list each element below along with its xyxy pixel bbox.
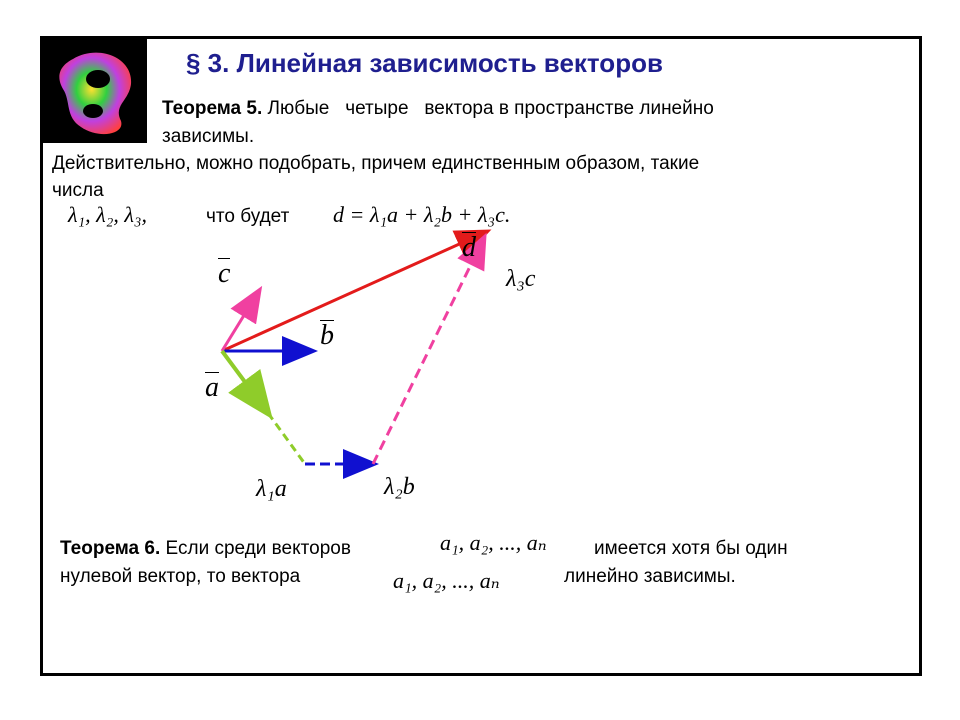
theorem6-text4: линейно зависимы. — [564, 566, 736, 587]
intro-line2: числа — [52, 180, 104, 201]
theorem6-text1: Если среди векторов — [165, 538, 351, 559]
label-c: c — [218, 258, 231, 289]
theorem5-text: Любые четыре вектора в пространстве линейно — [267, 98, 714, 119]
page-title: § 3. Линейная зависимость векторов — [186, 48, 663, 78]
intro-line1: Действительно, можно подобрать, причем единственным образом, такие — [52, 153, 700, 174]
vector-lambda3-c — [373, 238, 484, 464]
label-b: b — [320, 320, 334, 351]
label-lambda1-a: λ₁a — [256, 476, 287, 502]
vector-lambda1-a — [268, 413, 305, 464]
label-a: a — [205, 372, 219, 403]
theorem6-text3: нулевой вектор, то вектора — [60, 566, 301, 587]
vector-d — [222, 232, 486, 351]
theorem6-text2: имеется хотя бы один — [594, 538, 788, 559]
label-lambda2-b: λ₂b — [384, 474, 415, 500]
theorem5-label: Теорема 5. — [162, 98, 263, 119]
label-d: d — [462, 232, 476, 263]
theorem6-line1 — [60, 538, 351, 560]
theorem6-vectors-1: a₁, a₂, ..., aₙ — [440, 530, 547, 555]
theorem6-vectors-2: a₁, a₂, ..., aₙ — [393, 568, 500, 593]
theorem6-label: Теорема 6. — [60, 538, 161, 559]
that-text: что будет — [206, 206, 290, 227]
lambdas-list: λ₁, λ₂, λ₃, — [68, 202, 148, 227]
main-equation: d = λ₁a + λ₂b + λ₃c. — [333, 202, 511, 227]
vector-a — [222, 351, 268, 413]
label-lambda3-c: λ₃c — [506, 266, 536, 292]
theorem5-line2: зависимы. — [162, 126, 255, 147]
